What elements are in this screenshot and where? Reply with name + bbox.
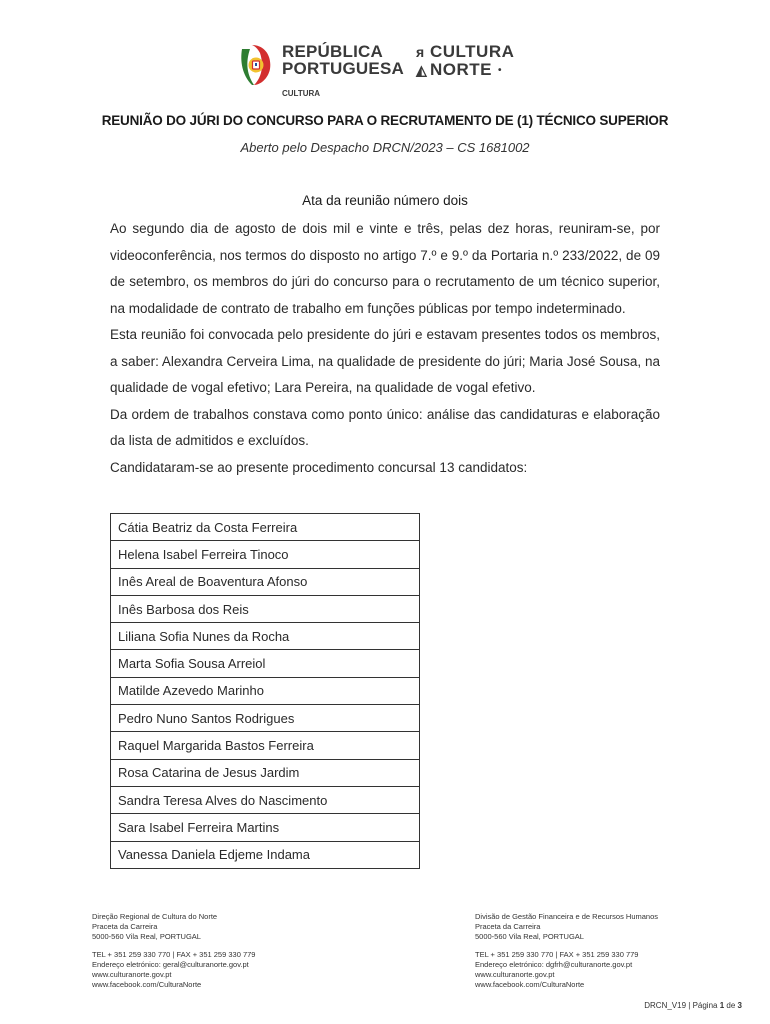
email-link[interactable]: Endereço eletrónico: dgfrh@culturanorte.gov.pt bbox=[475, 960, 633, 969]
candidate-name: Pedro Nuno Santos Rodrigues bbox=[111, 705, 420, 732]
page-number: DRCN_V19 | Página 1 de 3 bbox=[644, 1001, 742, 1010]
norte-mark-icon: ◭ bbox=[416, 62, 428, 78]
website-link[interactable]: www.culturanorte.gov.pt bbox=[475, 970, 555, 979]
table-row bbox=[111, 786, 420, 813]
table-row bbox=[111, 595, 420, 622]
facebook-link[interactable]: www.facebook.com/CulturaNorte bbox=[475, 980, 585, 989]
document-title: REUNIÃO DO JÚRI DO CONCURSO PARA O RECRUTAMENTO DE (1) TÉCNICO SUPERIOR bbox=[101, 113, 669, 128]
republica-portuguesa-logo: REPÚBLICA PORTUGUESA bbox=[282, 42, 404, 78]
candidate-name: Sandra Teresa Alves do Nascimento bbox=[111, 786, 420, 813]
candidate-name: Liliana Sofia Nunes da Rocha bbox=[111, 623, 420, 650]
table-row bbox=[111, 623, 420, 650]
table-row bbox=[111, 677, 420, 704]
table-row bbox=[111, 514, 420, 541]
footer-left-address: Direção Regional de Cultura do Norte Praceta da Carreira 5000-560 Vila Real, PORTUGAL TEL + 351 259 330 770 | FAX + 351 259 330 779 Endereço eletrónico: geral@culturanorte.gov.pt www.culturanorte.gov.pt www.facebook.com/CulturaNorte bbox=[92, 912, 256, 989]
paragraph: Da ordem de trabalhos constava como ponto único: análise das candidaturas e elaboração da lista de admitidos e excluídos. bbox=[110, 406, 660, 448]
candidate-name: Rosa Catarina de Jesus Jardim bbox=[111, 759, 420, 786]
table-row bbox=[111, 568, 420, 595]
portugal-emblem-icon bbox=[238, 43, 274, 87]
cultura-mark-icon: ᴙ bbox=[416, 44, 425, 60]
footer-right-address: Divisão de Gestão Financeira e de Recursos Humanos Praceta da Carreira 5000-560 Vila Real, PORTUGAL TEL + 351 259 330 770 | FAX + 351 259 330 779 Endereço eletrónico: dgfrh@culturanorte.gov.pt www.culturanorte.gov.pt www.facebook.com/CulturaNorte bbox=[475, 912, 659, 989]
table-row bbox=[111, 650, 420, 677]
candidates-intro: Candidataram-se ao presente procedimento concursal 13 candidatos: bbox=[110, 459, 528, 475]
table-row bbox=[111, 705, 420, 732]
table-row bbox=[111, 541, 420, 568]
email-link[interactable]: Endereço eletrónico: geral@culturanorte.gov.pt bbox=[92, 960, 249, 969]
candidate-name: Inês Barbosa dos Reis bbox=[111, 595, 420, 622]
paragraph: Ao segundo dia de agosto de dois mil e vinte e três, pelas dez horas, reuniram-se, por videoconferência, nos termos do disposto no artigo 7.º e 9.º da Portaria n.º 233/2022, de 09 de setembro, os membros do júri do concurso para o recrutamento de um técnico superior, na modalidade de contrato de trabalho em funções públicas por tempo indeterminado. bbox=[110, 221, 660, 316]
candidate-name: Matilde Azevedo Marinho bbox=[111, 677, 420, 704]
paragraph: Esta reunião foi convocada pelo presidente do júri e estavam presentes todos os membros, a saber: Alexandra Cerveira Lima, na qualidade de presidente do júri; Maria José Sousa, na qualidade de vogal efetivo; Lara Pereira, na qualidade de vogal efetivo. bbox=[110, 327, 660, 395]
minutes-heading: Ata da reunião número dois bbox=[302, 193, 468, 208]
page-header bbox=[238, 40, 538, 100]
candidate-name: Vanessa Daniela Edjeme Indama bbox=[111, 841, 420, 868]
candidates-table bbox=[110, 513, 420, 869]
cultura-norte-logo: ᴙ CULTURA ◭ NORTE • bbox=[416, 42, 515, 79]
candidate-name: Marta Sofia Sousa Arreiol bbox=[111, 650, 420, 677]
dot-icon: • bbox=[498, 65, 503, 77]
cultura-logo-sub: CULTURA bbox=[282, 89, 321, 98]
candidate-name: Sara Isabel Ferreira Martins bbox=[111, 814, 420, 841]
candidate-name: Cátia Beatriz da Costa Ferreira bbox=[111, 514, 420, 541]
document-subtitle: Aberto pelo Despacho DRCN/2023 – CS 1681002 bbox=[240, 140, 530, 155]
minutes-body bbox=[110, 216, 660, 481]
website-link[interactable]: www.culturanorte.gov.pt bbox=[92, 970, 172, 979]
facebook-link[interactable]: www.facebook.com/CulturaNorte bbox=[92, 980, 202, 989]
table-row bbox=[111, 732, 420, 759]
candidate-name: Helena Isabel Ferreira Tinoco bbox=[111, 541, 420, 568]
candidate-name: Inês Areal de Boaventura Afonso bbox=[111, 568, 420, 595]
candidate-name: Raquel Margarida Bastos Ferreira bbox=[111, 732, 420, 759]
table-row bbox=[111, 841, 420, 868]
table-row bbox=[111, 759, 420, 786]
table-row bbox=[111, 814, 420, 841]
